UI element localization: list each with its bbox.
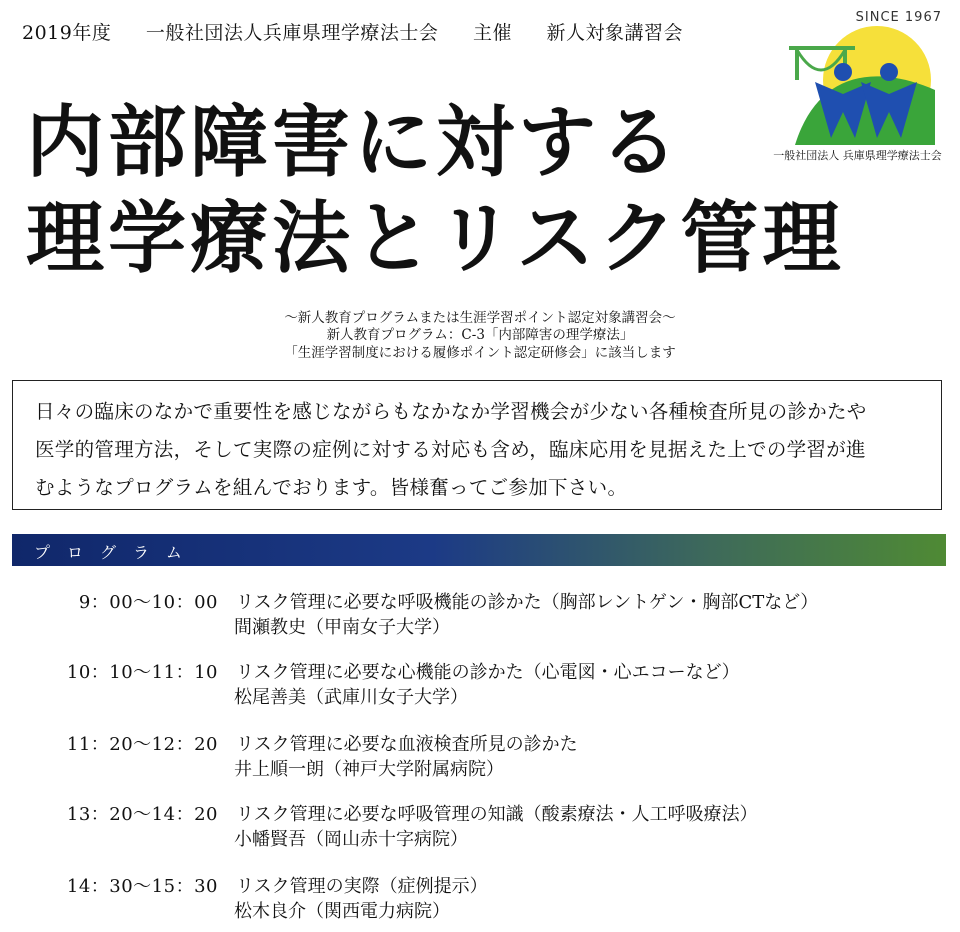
- main-title-line2: 理学療法とリスク管理: [26, 194, 845, 284]
- session-speaker: 小幡賢吾（岡山赤十字病院）: [234, 829, 468, 850]
- event-header: [22, 18, 711, 45]
- logo-emblem-icon: [785, 20, 935, 145]
- intro-line-2: 医学的管理方法，そして実際の症例に対する対応も含め，臨床応用を見据えた上での学習が進: [35, 438, 866, 461]
- session-topic: リスク管理に必要な心機能の診かた（心電図・心エコーなど）: [236, 662, 740, 683]
- intro-box: [12, 380, 942, 510]
- logo-since: SINCE 1967: [855, 10, 942, 25]
- association-logo: [765, 8, 950, 168]
- session-speaker: 松尾善美（武庫川女子大学）: [234, 687, 468, 708]
- intro-line-1: 日々の臨床のなかで重要性を感じながらもなかなか学習機会が少ない各種検査所見の診かたや: [35, 400, 867, 423]
- session-topic: リスク管理に必要な呼吸管理の知識（酸素療法・人工呼吸療法）: [236, 804, 758, 825]
- session-speaker: 井上順一朗（神戸大学附属病院）: [234, 759, 504, 780]
- session-4: [0, 800, 960, 860]
- session-speaker: 松木良介（関西電力病院）: [234, 901, 450, 922]
- subtitle-3: 「生涯学習制度における履修ポイント認定研修会」に該当します: [284, 345, 676, 361]
- program-heading: プログラム: [34, 543, 199, 562]
- session-topic: リスク管理の実際（症例提示）: [236, 876, 488, 897]
- event-year: 2019年度: [22, 22, 112, 44]
- session-3: [0, 730, 960, 790]
- session-time: 14：30〜15：30: [66, 876, 218, 897]
- session-topic: リスク管理に必要な呼吸機能の診かた（胸部レントゲン・胸部CTなど）: [236, 592, 819, 613]
- session-time: 11：20〜12：20: [66, 734, 218, 755]
- subtitle-2: 新人教育プログラム：C-3「内部障害の理学療法」: [326, 327, 634, 343]
- session-time: 9：00〜10：00: [78, 592, 218, 613]
- intro-line-3: むようなプログラムを組んでおります。皆様奮ってご参加下さい。: [35, 476, 628, 499]
- logo-org-name: 一般社団法人 兵庫県理学療法士会: [773, 149, 942, 162]
- session-speaker: 間瀬教史（甲南女子大学）: [234, 617, 450, 638]
- subtitle-1: 〜新人教育プログラムまたは生涯学習ポイント認定対象講習会〜: [284, 310, 676, 326]
- event-organizer: 一般社団法人兵庫県理学療法士会: [145, 22, 439, 44]
- main-title-line1: 内部障害に対する: [26, 98, 683, 188]
- session-topic: リスク管理に必要な血液検査所見の診かた: [236, 734, 578, 755]
- event-type: 新人対象講習会: [546, 22, 684, 44]
- session-time: 10：10〜11：10: [66, 662, 218, 683]
- program-heading-bar: [12, 534, 946, 566]
- session-1: [0, 588, 960, 648]
- session-time: 13：20〜14：20: [66, 804, 218, 825]
- session-5: [0, 872, 960, 932]
- event-host-label: 主催: [472, 22, 512, 44]
- session-2: [0, 658, 960, 718]
